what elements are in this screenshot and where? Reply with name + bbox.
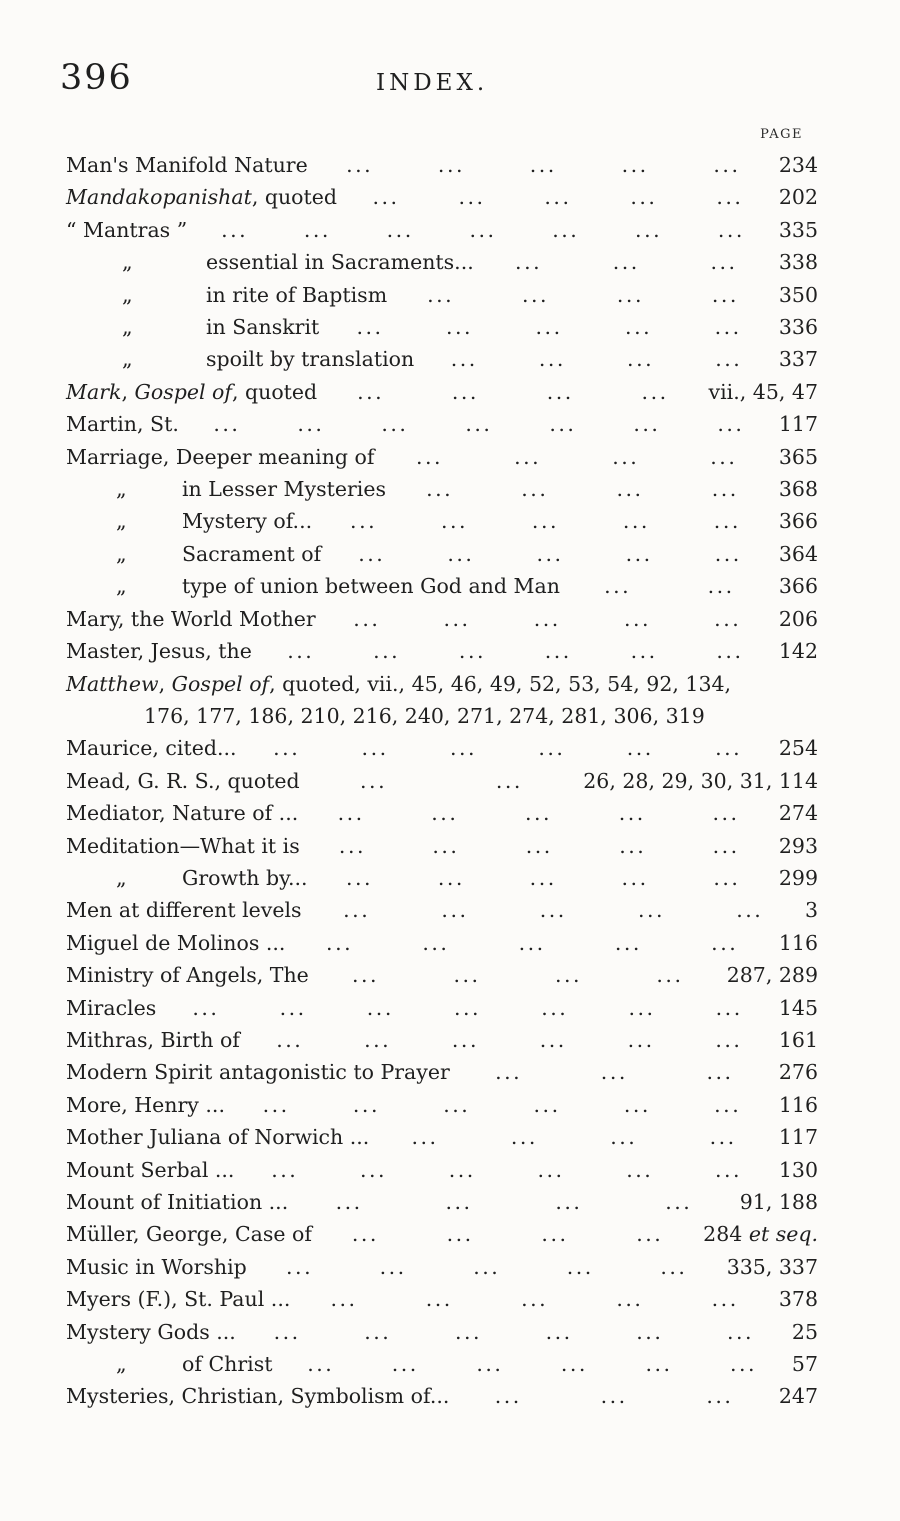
- entry-label: Men at different levels: [66, 898, 302, 923]
- dot-leader: ... ... ... ... ... ...: [271, 1157, 742, 1182]
- index-entry: [66, 279, 818, 311]
- entry-label: Mediator, Nature of ...: [66, 801, 299, 826]
- entry-label: “ Mantras ”: [66, 217, 188, 242]
- entry-label: Modern Spirit antagonistic to Prayer: [66, 1060, 450, 1085]
- entry-label: in Lesser Mysteries: [182, 477, 386, 502]
- dot-leader: ... ... ... ... ... ... ...: [192, 995, 743, 1020]
- dot-leader: ... ... ... ... ... ...: [287, 639, 744, 664]
- entry-label: Mystery Gods ...: [66, 1319, 236, 1344]
- dot-leader: ... ... ... ... ...: [350, 509, 741, 534]
- ditto-mark: „: [122, 347, 133, 372]
- entry-page-numbers: 254: [778, 736, 818, 761]
- dot-leader: ... ... ... ... ...: [286, 1254, 688, 1279]
- dot-leader: ... ... ... ... ...: [343, 898, 764, 923]
- entry-page-numbers: 287, 289: [726, 963, 818, 988]
- dot-leader: ... ... ... ...: [411, 1125, 737, 1150]
- index-entry: [66, 1283, 818, 1315]
- dot-leader: ... ... ... ...: [351, 1222, 664, 1247]
- entry-label: Man's Manifold Nature: [66, 153, 308, 177]
- entry-page-numbers: 91, 188: [739, 1190, 818, 1214]
- entry-label: Mount of Initiation ...: [66, 1190, 289, 1214]
- entry-page-numbers: 366: [778, 574, 818, 599]
- folio-number: 396: [60, 58, 133, 98]
- entry-page-numbers: 130: [778, 1157, 818, 1182]
- ditto-mark: „: [122, 315, 133, 340]
- entry-label: Mead, G. R. S., quoted: [66, 768, 300, 793]
- ditto-mark: „: [116, 574, 127, 599]
- entry-page-numbers: 337: [778, 347, 818, 372]
- index-entry: [66, 343, 818, 375]
- index-entry: [66, 473, 818, 505]
- index-entry: [66, 959, 818, 991]
- index-entry: [66, 635, 818, 667]
- entry-page-numbers: 274: [778, 801, 818, 826]
- entry-label: Ministry of Angels, The: [66, 963, 309, 988]
- dot-leader: ... ... ... ... ... ...: [307, 1352, 758, 1377]
- entry-label: of Christ: [182, 1352, 273, 1377]
- page-title: INDEX.: [376, 70, 489, 96]
- entry-label: essential in Sacraments...: [206, 250, 474, 275]
- entry-label: Mandakopanishat, quoted: [66, 185, 338, 210]
- index-entry-continuation: [66, 700, 818, 732]
- dot-leader: ... ... ... ...: [450, 347, 743, 372]
- ditto-mark: „: [116, 1352, 127, 1377]
- entry-page-numbers: 117: [778, 1125, 818, 1150]
- dot-leader: ... ...: [604, 574, 735, 599]
- entry-page-numbers: 26, 28, 29, 30, 31, 114: [583, 768, 818, 793]
- dot-leader: ... ... ... ... ...: [353, 606, 742, 631]
- entry-label: Sacrament of: [182, 541, 322, 566]
- entry-page-numbers: 364: [778, 541, 818, 566]
- index-entry: [66, 894, 818, 926]
- index-entry: [66, 797, 818, 829]
- index-entry: [66, 538, 818, 570]
- index-entry: [66, 992, 818, 1024]
- entry-page-numbers: 368: [778, 477, 818, 502]
- index-entry: [66, 1024, 818, 1056]
- index-entry: [66, 149, 818, 181]
- entry-label: spoilt by translation: [206, 347, 415, 372]
- entry-label: Mysteries, Christian, Symbolism of...: [66, 1384, 450, 1409]
- entry-label: Mithras, Birth of: [66, 1027, 240, 1052]
- entry-label: Miracles: [66, 995, 157, 1020]
- entry-label: Music in Worship: [66, 1254, 247, 1279]
- entry-page-numbers: 299: [778, 865, 818, 890]
- dot-leader: ... ... ... ... ...: [346, 153, 741, 177]
- index-entry: [66, 181, 818, 213]
- index-entry: [66, 862, 818, 894]
- dot-leader: ... ... ... ...: [335, 1190, 693, 1214]
- entry-page-numbers: 206: [778, 606, 818, 631]
- entry-label: Myers (F.), St. Paul ...: [66, 1287, 291, 1312]
- entry-page-numbers: 145: [778, 995, 818, 1020]
- entry-label: Maurice, cited...: [66, 736, 237, 761]
- entry-page-numbers: 3: [804, 898, 818, 923]
- dot-leader: ... ... ... ... ...: [338, 833, 740, 858]
- dot-leader: ... ... ... ... ...: [358, 541, 742, 566]
- index-entry: [66, 408, 818, 440]
- dot-leader: ... ... ... ...: [426, 477, 739, 502]
- ditto-mark: „: [116, 477, 127, 502]
- index-entry: [66, 1121, 818, 1153]
- dot-leader: ... ... ... ...: [427, 282, 739, 307]
- ditto-mark: „: [116, 541, 127, 566]
- entry-label: Mystery of...: [182, 509, 313, 534]
- index-entry: [66, 603, 818, 635]
- entry-label: type of union between God and Man: [182, 574, 560, 599]
- entry-label: Miguel de Molinos ...: [66, 930, 286, 955]
- entry-label: Mount Serbal ...: [66, 1157, 235, 1182]
- index-entry: [66, 570, 818, 602]
- entry-page-numbers: 365: [778, 444, 818, 469]
- entry-page-numbers: 116: [778, 930, 818, 955]
- entry-label: Marriage, Deeper meaning of: [66, 444, 375, 469]
- index-entry: [66, 1380, 818, 1412]
- entry-page-numbers: 202: [778, 185, 818, 210]
- dot-leader: ... ... ... ... ... ...: [273, 736, 743, 761]
- entry-page-numbers: 284 et seq.: [703, 1222, 818, 1247]
- dot-leader: ... ... ... ... ... ...: [273, 1319, 755, 1344]
- dot-leader: ... ... ...: [494, 1384, 734, 1409]
- entry-label: Mary, the World Mother: [66, 606, 316, 631]
- index-entry: [66, 246, 818, 278]
- index-entry: [66, 441, 818, 473]
- index-entry: [66, 1056, 818, 1088]
- entry-label: in rite of Baptism: [206, 282, 388, 307]
- index-entry: [66, 376, 818, 408]
- dot-leader: ... ... ... ... ... ... ...: [221, 217, 745, 242]
- index-entry: [66, 1218, 818, 1250]
- entry-page-numbers: 116: [778, 1092, 818, 1117]
- dot-leader: ... ... ... ...: [352, 963, 684, 988]
- entry-label: Meditation—What it is: [66, 833, 300, 858]
- dot-leader: ... ...: [360, 768, 523, 793]
- dot-leader: ... ... ...: [515, 250, 738, 275]
- index-entry: [66, 927, 818, 959]
- dot-leader: ... ... ... ...: [416, 444, 738, 469]
- dot-leader: ... ... ... ... ... ...: [276, 1027, 743, 1052]
- entry-page-numbers: 142: [778, 639, 818, 664]
- index-entry: [66, 765, 818, 797]
- index-list: [66, 149, 818, 1413]
- entry-label: Mark, Gospel of, quoted: [66, 379, 318, 404]
- entry-page-numbers: 117: [778, 412, 818, 437]
- index-entry: [66, 1186, 818, 1218]
- dot-leader: ... ... ... ... ...: [345, 865, 741, 890]
- entry-label: in Sanskrit: [206, 315, 320, 340]
- index-entry: [66, 1251, 818, 1283]
- ditto-mark: „: [122, 282, 133, 307]
- entry-page-numbers: 293: [778, 833, 818, 858]
- ditto-mark: „: [122, 250, 133, 275]
- dot-leader: ... ... ... ... ...: [326, 930, 739, 955]
- entry-label: Müller, George, Case of: [66, 1222, 312, 1247]
- dot-leader: ... ... ... ... ...: [337, 801, 740, 826]
- entry-page-numbers: 338: [778, 250, 818, 275]
- index-entry: [66, 505, 818, 537]
- entry-page-numbers: 378: [778, 1287, 818, 1312]
- entry-label: More, Henry ...: [66, 1092, 225, 1117]
- index-entry: [66, 311, 818, 343]
- dot-leader: ... ... ... ... ...: [356, 315, 742, 340]
- entry-page-numbers: 335: [778, 217, 818, 242]
- entry-label: Growth by...: [182, 865, 308, 890]
- entry-label: Master, Jesus, the: [66, 639, 252, 664]
- entry-page-numbers: vii., 45, 47: [708, 379, 818, 404]
- entry-page-numbers: 234: [778, 153, 818, 177]
- entry-label: Matthew, Gospel of, quoted, vii., 45, 46, 49, 52, 53, 54, 92, 134,: [66, 671, 732, 696]
- entry-page-numbers: 247: [778, 1384, 818, 1409]
- entry-page-numbers: 161: [778, 1027, 818, 1052]
- entry-label: 176, 177, 186, 210, 216, 240, 271, 274, 281, 306, 319: [144, 703, 705, 728]
- entry-label: Mother Juliana of Norwich ...: [66, 1125, 370, 1150]
- entry-label: Martin, St.: [66, 412, 179, 437]
- index-entry: [66, 830, 818, 862]
- entry-page-numbers: 57: [791, 1352, 818, 1377]
- entry-page-numbers: 366: [778, 509, 818, 534]
- entry-page-numbers: 25: [791, 1319, 818, 1344]
- ditto-mark: „: [116, 865, 127, 890]
- index-entry: [66, 1154, 818, 1186]
- dot-leader: ... ... ... ... ...: [330, 1287, 739, 1312]
- dot-leader: ... ... ... ... ... ...: [262, 1092, 742, 1117]
- dot-leader: ... ... ... ... ... ... ...: [213, 412, 745, 437]
- dot-leader: ... ... ... ...: [357, 379, 669, 404]
- index-entry: [66, 1316, 818, 1348]
- ditto-mark: „: [116, 509, 127, 534]
- entry-page-numbers: 276: [778, 1060, 818, 1085]
- index-entry: [66, 668, 818, 700]
- index-entry: [66, 1348, 818, 1380]
- entry-page-numbers: 350: [778, 282, 818, 307]
- dot-leader: ... ... ... ... ...: [372, 185, 744, 210]
- page-column-header: PAGE: [760, 127, 803, 142]
- entry-page-numbers: 335, 337: [726, 1254, 818, 1279]
- entry-page-numbers: 336: [778, 315, 818, 340]
- index-entry: [66, 1089, 818, 1121]
- index-entry: [66, 732, 818, 764]
- index-entry: [66, 214, 818, 246]
- dot-leader: ... ... ...: [495, 1060, 734, 1085]
